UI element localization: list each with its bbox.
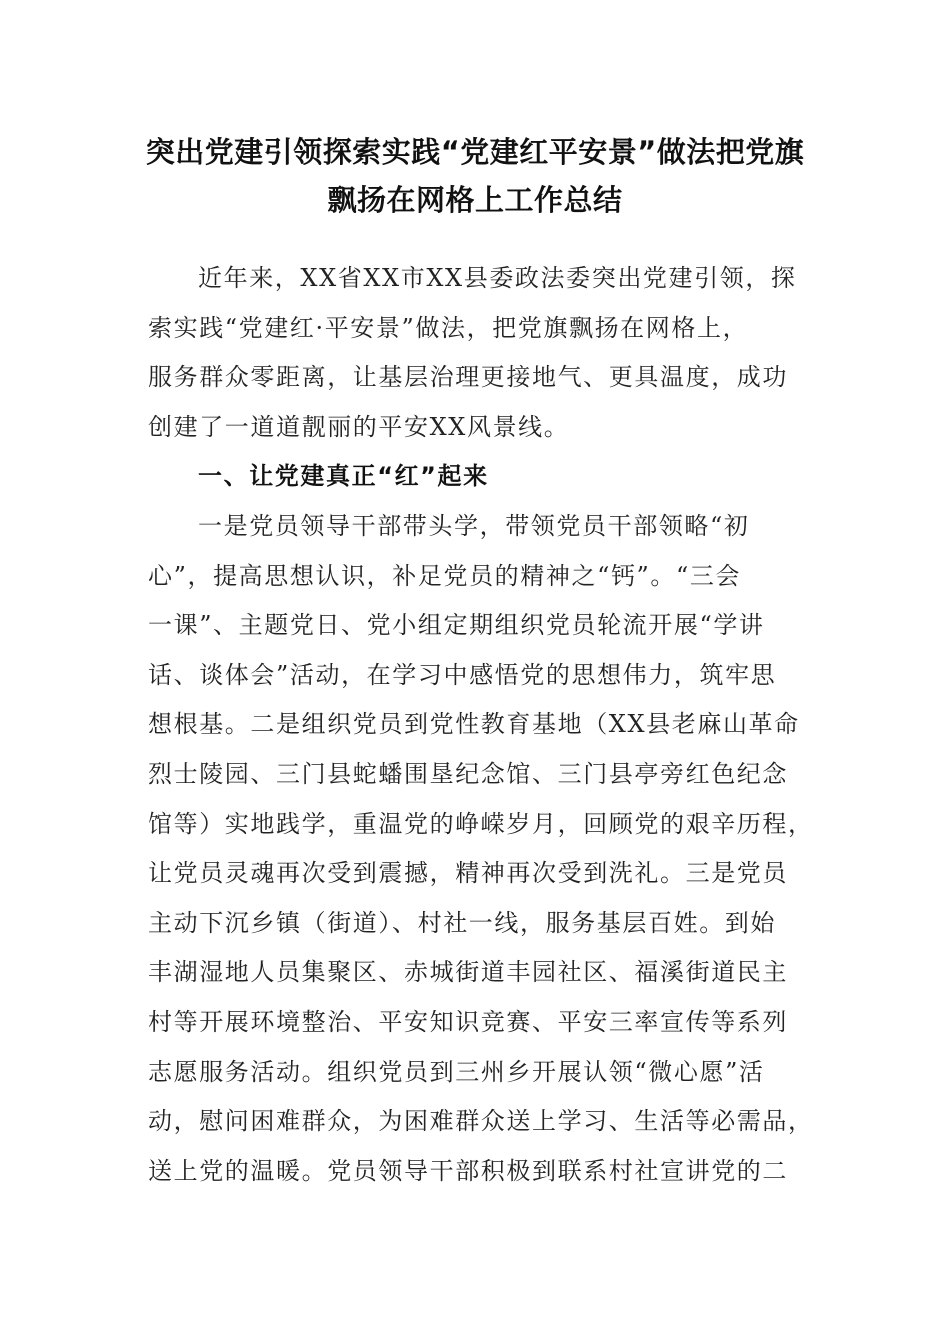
paragraph-1-line: 索实践“党建红·平安景”做法，把党旗飘扬在网格上， (148, 313, 749, 342)
paragraph-2-line: 馆等）实地践学，重温党的峥嵘岁月，回顾党的艰辛历程， (148, 809, 814, 838)
paragraph-1-line: 近年来，XX省XX市XX县委政法委突出党建引领，探 (198, 264, 797, 292)
paragraph-2-line: 主动下沉乡镇（街道）、村社一线，服务基层百姓。到始 (148, 908, 776, 937)
paragraph-2-line: 话、谈体会”活动，在学习中感悟党的思想伟力，筑牢思 (148, 660, 777, 689)
paragraph-2-line: 村等开展环境整治、平安知识竞赛、平安三率宣传等系列 (148, 1007, 788, 1036)
document-body (148, 254, 814, 1196)
section-heading: 一、让党建真正“红”起来 (198, 462, 489, 491)
paragraph-2-line: 想根基。二是组织党员到党性教育基地（XX县老麻山革命 (148, 710, 800, 739)
paragraph-1-line: 服务群众零距离，让基层治理更接地气、更具温度，成功 (148, 363, 788, 392)
paragraph-2-line: 丰湖湿地人员集聚区、赤城街道丰园社区、福溪街道民主 (148, 958, 788, 987)
paragraph-2-line: 一课”、主题党日、党小组定期组织党员轮流开展“学讲 (148, 611, 765, 640)
paragraph-2-line: 动，慰问困难群众，为困难群众送上学习、生活等必需品， (148, 1107, 814, 1136)
title-line-2: 飘扬在网格上工作总结 (327, 183, 623, 217)
paragraph-2-line: 让党员灵魂再次受到震撼，精神再次受到洗礼。三是党员 (148, 859, 788, 888)
paragraph-2-line: 心”，提高思想认识，补足党员的精神之“钙”。“三会 (148, 561, 742, 590)
paragraph-2-line: 志愿服务活动。组织党员到三州乡开展认领“微心愿”活 (148, 1057, 765, 1086)
paragraph-2-line: 一是党员领导干部带头学，带领党员干部领略“初 (198, 511, 750, 540)
title-line-1: 突出党建引领探索实践“党建红平安景”做法把党旗 (145, 135, 805, 169)
document-title (120, 128, 830, 224)
paragraph-2-line: 烈士陵园、三门县蛇蟠围垦纪念馆、三门县亭旁红色纪念 (148, 759, 788, 788)
paragraph-1-line: 创建了一道道靓丽的平安XX风景线。 (148, 412, 570, 441)
paragraph-2-line: 送上党的温暖。党员领导干部积极到联系村社宣讲党的二 (148, 1156, 788, 1185)
